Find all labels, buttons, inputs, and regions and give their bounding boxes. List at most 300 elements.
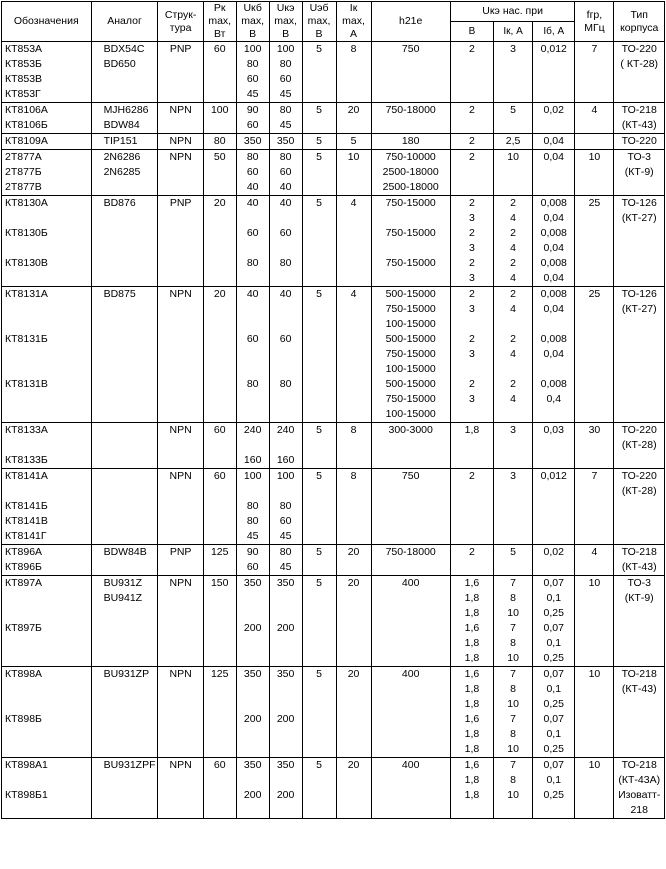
- cell-structure: NPN: [158, 103, 203, 119]
- cell-ik: [336, 606, 371, 621]
- table-row: [2, 226, 665, 241]
- cell-structure: [158, 697, 203, 712]
- cell-designation: [2, 438, 92, 453]
- cell-structure: [158, 317, 203, 332]
- cell-sat-v: 3: [450, 392, 493, 407]
- cell-ukb: 40: [236, 180, 269, 196]
- cell-sat-v: [450, 438, 493, 453]
- cell-designation: КТ8131Б: [2, 332, 92, 347]
- header-fgr: fгр, МГц: [575, 2, 614, 42]
- cell-package: [614, 621, 665, 636]
- cell-analog: [91, 514, 158, 529]
- cell-ukb: 60: [236, 118, 269, 134]
- cell-pk: [203, 560, 236, 576]
- cell-package: [614, 712, 665, 727]
- cell-uke: 80: [269, 499, 302, 514]
- cell-h21e: [371, 606, 450, 621]
- cell-ukb: [236, 773, 269, 788]
- cell-ueb: [302, 621, 336, 636]
- cell-uke: [269, 392, 302, 407]
- cell-designation: КТ898А1: [2, 758, 92, 774]
- cell-ukb: 40: [236, 287, 269, 303]
- cell-sat-v: 1,8: [450, 636, 493, 651]
- cell-structure: [158, 636, 203, 651]
- cell-package: [614, 606, 665, 621]
- cell-designation: КТ8106А: [2, 103, 92, 119]
- cell-fgr: 4: [575, 545, 614, 561]
- cell-sat-v: [450, 180, 493, 196]
- cell-sat-v: 2: [450, 134, 493, 150]
- cell-pk: [203, 742, 236, 758]
- cell-pk: [203, 407, 236, 423]
- cell-sat-v: 1,8: [450, 742, 493, 758]
- cell-h21e: [371, 271, 450, 287]
- cell-package: (КТ-27): [614, 302, 665, 317]
- cell-ik: [336, 621, 371, 636]
- cell-package: [614, 742, 665, 758]
- cell-uke: [269, 803, 302, 819]
- cell-analog: [91, 392, 158, 407]
- cell-uke: [269, 438, 302, 453]
- cell-sat-ik: [494, 803, 533, 819]
- table-row: [2, 150, 665, 166]
- cell-package: [614, 636, 665, 651]
- cell-sat-v: 3: [450, 211, 493, 226]
- cell-structure: [158, 727, 203, 742]
- table-row: [2, 529, 665, 544]
- cell-ukb: [236, 362, 269, 377]
- cell-sat-v: 2: [450, 196, 493, 212]
- header-package: Тип корпуса: [614, 2, 665, 42]
- cell-uke: 45: [269, 87, 302, 103]
- cell-pk: [203, 226, 236, 241]
- cell-pk: 50: [203, 150, 236, 166]
- cell-ik: [336, 347, 371, 362]
- cell-sat-ib: [533, 484, 575, 499]
- cell-package: ТО-126: [614, 196, 665, 212]
- cell-sat-ik: [494, 484, 533, 499]
- cell-uke: 350: [269, 576, 302, 592]
- cell-sat-v: 3: [450, 302, 493, 317]
- cell-ukb: 40: [236, 196, 269, 212]
- cell-h21e: 750-15000: [371, 302, 450, 317]
- cell-h21e: [371, 591, 450, 606]
- table-row: [2, 392, 665, 407]
- cell-sat-v: 2: [450, 103, 493, 119]
- cell-ik: [336, 271, 371, 287]
- cell-package: ТО-220: [614, 134, 665, 150]
- cell-designation: [2, 727, 92, 742]
- cell-ik: [336, 118, 371, 134]
- table-row: [2, 134, 665, 150]
- cell-uke: 45: [269, 560, 302, 576]
- cell-pk: [203, 72, 236, 87]
- cell-sat-ik: 8: [494, 682, 533, 697]
- cell-sat-v: [450, 87, 493, 103]
- cell-ueb: [302, 332, 336, 347]
- cell-fgr: [575, 377, 614, 392]
- cell-h21e: [371, 803, 450, 819]
- cell-h21e: 750: [371, 469, 450, 485]
- cell-sat-ik: 3: [494, 423, 533, 439]
- cell-h21e: 500-15000: [371, 332, 450, 347]
- header-pk: Рк max, Вт: [203, 2, 236, 42]
- cell-ukb: 60: [236, 332, 269, 347]
- cell-designation: КТ8141Г: [2, 529, 92, 544]
- cell-analog: BDW84: [91, 118, 158, 134]
- table-row: [2, 180, 665, 196]
- cell-analog: BU941Z: [91, 591, 158, 606]
- cell-fgr: 10: [575, 150, 614, 166]
- cell-sat-ik: 8: [494, 727, 533, 742]
- cell-sat-ib: 0,07: [533, 621, 575, 636]
- cell-sat-ib: 0,04: [533, 271, 575, 287]
- cell-pk: [203, 241, 236, 256]
- cell-fgr: [575, 256, 614, 271]
- cell-ukb: 350: [236, 134, 269, 150]
- cell-ukb: [236, 317, 269, 332]
- cell-sat-ik: 8: [494, 773, 533, 788]
- cell-pk: [203, 332, 236, 347]
- cell-h21e: [371, 788, 450, 803]
- cell-uke: 350: [269, 667, 302, 683]
- cell-sat-v: [450, 57, 493, 72]
- table-row: [2, 606, 665, 621]
- cell-fgr: [575, 727, 614, 742]
- cell-ik: [336, 57, 371, 72]
- cell-pk: 100: [203, 103, 236, 119]
- cell-pk: 60: [203, 423, 236, 439]
- cell-sat-v: 2: [450, 150, 493, 166]
- cell-ukb: [236, 271, 269, 287]
- cell-ueb: 5: [302, 758, 336, 774]
- cell-structure: [158, 271, 203, 287]
- cell-fgr: 7: [575, 469, 614, 485]
- cell-sat-ik: 2: [494, 377, 533, 392]
- cell-fgr: 10: [575, 667, 614, 683]
- cell-sat-v: [450, 317, 493, 332]
- cell-fgr: [575, 118, 614, 134]
- cell-ik: 20: [336, 576, 371, 592]
- cell-ueb: [302, 697, 336, 712]
- table-row: [2, 302, 665, 317]
- cell-ukb: 160: [236, 453, 269, 469]
- cell-pk: [203, 180, 236, 196]
- header-uke: Uкэ max, В: [269, 2, 302, 42]
- table-row: [2, 591, 665, 606]
- cell-analog: [91, 438, 158, 453]
- cell-ukb: 80: [236, 57, 269, 72]
- cell-package: [614, 697, 665, 712]
- cell-analog: [91, 499, 158, 514]
- cell-sat-ib: [533, 57, 575, 72]
- cell-analog: [91, 241, 158, 256]
- cell-sat-v: [450, 514, 493, 529]
- table-row: [2, 560, 665, 576]
- cell-sat-ib: 0,04: [533, 241, 575, 256]
- cell-ukb: 80: [236, 150, 269, 166]
- cell-sat-v: 3: [450, 347, 493, 362]
- cell-uke: 80: [269, 377, 302, 392]
- cell-h21e: [371, 484, 450, 499]
- cell-h21e: 750-10000: [371, 150, 450, 166]
- cell-ukb: [236, 302, 269, 317]
- cell-uke: 60: [269, 514, 302, 529]
- cell-pk: [203, 803, 236, 819]
- table-row: [2, 57, 665, 72]
- cell-uke: 200: [269, 712, 302, 727]
- cell-sat-v: 1,6: [450, 667, 493, 683]
- table-row: [2, 347, 665, 362]
- cell-package: [614, 651, 665, 667]
- cell-designation: [2, 606, 92, 621]
- cell-pk: 125: [203, 545, 236, 561]
- table-row: [2, 42, 665, 58]
- cell-designation: КТ8131В: [2, 377, 92, 392]
- cell-ik: [336, 697, 371, 712]
- cell-sat-ib: 0,07: [533, 758, 575, 774]
- cell-analog: BU931ZPF: [91, 758, 158, 774]
- cell-pk: [203, 211, 236, 226]
- cell-ik: [336, 651, 371, 667]
- cell-ueb: [302, 180, 336, 196]
- cell-sat-v: 2: [450, 332, 493, 347]
- cell-sat-ib: 0,04: [533, 211, 575, 226]
- cell-pk: [203, 347, 236, 362]
- cell-sat-v: 1,8: [450, 651, 493, 667]
- cell-analog: [91, 256, 158, 271]
- cell-sat-v: 1,6: [450, 712, 493, 727]
- cell-ik: [336, 332, 371, 347]
- cell-ik: 8: [336, 423, 371, 439]
- cell-sat-ik: [494, 87, 533, 103]
- cell-ik: [336, 211, 371, 226]
- cell-pk: 60: [203, 758, 236, 774]
- cell-fgr: [575, 165, 614, 180]
- cell-designation: [2, 211, 92, 226]
- cell-structure: [158, 302, 203, 317]
- cell-h21e: [371, 57, 450, 72]
- cell-sat-ik: 10: [494, 150, 533, 166]
- cell-sat-v: [450, 529, 493, 544]
- cell-fgr: [575, 697, 614, 712]
- cell-sat-ib: [533, 72, 575, 87]
- cell-structure: [158, 165, 203, 180]
- cell-designation: КТ8133А: [2, 423, 92, 439]
- cell-uke: 160: [269, 453, 302, 469]
- cell-sat-ib: 0,1: [533, 591, 575, 606]
- cell-structure: [158, 347, 203, 362]
- cell-uke: [269, 727, 302, 742]
- cell-ueb: [302, 453, 336, 469]
- cell-uke: [269, 362, 302, 377]
- cell-h21e: [371, 72, 450, 87]
- cell-pk: [203, 87, 236, 103]
- cell-ukb: 60: [236, 72, 269, 87]
- cell-sat-v: [450, 72, 493, 87]
- cell-h21e: 400: [371, 576, 450, 592]
- cell-h21e: [371, 636, 450, 651]
- cell-fgr: [575, 484, 614, 499]
- cell-h21e: [371, 727, 450, 742]
- cell-structure: PNP: [158, 196, 203, 212]
- cell-structure: [158, 226, 203, 241]
- cell-package: (КТ-43А): [614, 773, 665, 788]
- table-row: [2, 362, 665, 377]
- header-structure: Струк-тура: [158, 2, 203, 42]
- cell-h21e: 300-3000: [371, 423, 450, 439]
- cell-sat-ib: 0,008: [533, 377, 575, 392]
- cell-uke: 60: [269, 226, 302, 241]
- cell-sat-v: 1,8: [450, 682, 493, 697]
- cell-designation: [2, 302, 92, 317]
- cell-h21e: [371, 438, 450, 453]
- cell-ukb: 90: [236, 545, 269, 561]
- cell-sat-ib: 0,25: [533, 651, 575, 667]
- cell-pk: 80: [203, 134, 236, 150]
- cell-designation: [2, 271, 92, 287]
- cell-ik: [336, 256, 371, 271]
- cell-package: ТО-220: [614, 423, 665, 439]
- cell-designation: [2, 484, 92, 499]
- cell-structure: [158, 377, 203, 392]
- cell-sat-ib: 0,02: [533, 545, 575, 561]
- cell-sat-ik: [494, 180, 533, 196]
- cell-uke: 40: [269, 287, 302, 303]
- cell-pk: [203, 727, 236, 742]
- cell-package: 218: [614, 803, 665, 819]
- cell-ik: [336, 302, 371, 317]
- cell-sat-ik: 7: [494, 667, 533, 683]
- cell-fgr: [575, 438, 614, 453]
- cell-fgr: [575, 362, 614, 377]
- cell-structure: [158, 256, 203, 271]
- table-row: [2, 453, 665, 469]
- cell-fgr: [575, 606, 614, 621]
- cell-designation: КТ853В: [2, 72, 92, 87]
- cell-analog: 2N6286: [91, 150, 158, 166]
- cell-sat-ik: [494, 514, 533, 529]
- cell-sat-v: 1,8: [450, 606, 493, 621]
- cell-uke: 45: [269, 529, 302, 544]
- cell-sat-ik: 4: [494, 302, 533, 317]
- table-row: [2, 423, 665, 439]
- cell-ueb: 5: [302, 134, 336, 150]
- cell-package: (КТ-43): [614, 118, 665, 134]
- cell-package: [614, 362, 665, 377]
- cell-analog: [91, 621, 158, 636]
- cell-ueb: 5: [302, 287, 336, 303]
- cell-fgr: [575, 651, 614, 667]
- cell-ik: 5: [336, 134, 371, 150]
- cell-uke: 60: [269, 332, 302, 347]
- cell-structure: [158, 742, 203, 758]
- cell-ik: 8: [336, 42, 371, 58]
- cell-structure: [158, 591, 203, 606]
- cell-package: (КТ-9): [614, 591, 665, 606]
- cell-analog: MJH6286: [91, 103, 158, 119]
- cell-uke: [269, 742, 302, 758]
- cell-sat-ik: 4: [494, 271, 533, 287]
- cell-uke: 80: [269, 103, 302, 119]
- cell-ueb: 5: [302, 469, 336, 485]
- table-row: [2, 621, 665, 636]
- cell-sat-ib: [533, 438, 575, 453]
- cell-h21e: [371, 697, 450, 712]
- cell-ueb: 5: [302, 42, 336, 58]
- cell-pk: [203, 529, 236, 544]
- table-row: [2, 407, 665, 423]
- cell-sat-v: [450, 484, 493, 499]
- cell-h21e: 750: [371, 42, 450, 58]
- cell-structure: NPN: [158, 758, 203, 774]
- cell-h21e: [371, 529, 450, 544]
- cell-ueb: 5: [302, 196, 336, 212]
- cell-uke: 200: [269, 788, 302, 803]
- cell-uke: [269, 484, 302, 499]
- cell-sat-ib: [533, 317, 575, 332]
- cell-package: [614, 499, 665, 514]
- cell-structure: [158, 773, 203, 788]
- cell-ik: [336, 788, 371, 803]
- cell-ukb: 200: [236, 788, 269, 803]
- cell-ueb: 5: [302, 150, 336, 166]
- cell-sat-ik: [494, 72, 533, 87]
- cell-sat-ik: 5: [494, 103, 533, 119]
- cell-ik: [336, 636, 371, 651]
- cell-pk: [203, 256, 236, 271]
- cell-ukb: 240: [236, 423, 269, 439]
- cell-ueb: [302, 347, 336, 362]
- cell-sat-ik: 4: [494, 347, 533, 362]
- cell-pk: [203, 514, 236, 529]
- cell-ueb: [302, 529, 336, 544]
- cell-ukb: [236, 727, 269, 742]
- cell-sat-ib: 0,008: [533, 332, 575, 347]
- cell-ik: [336, 407, 371, 423]
- cell-sat-v: 2: [450, 226, 493, 241]
- cell-sat-ik: 2: [494, 196, 533, 212]
- cell-structure: [158, 453, 203, 469]
- cell-uke: [269, 241, 302, 256]
- cell-sat-ik: [494, 499, 533, 514]
- cell-designation: [2, 347, 92, 362]
- cell-structure: [158, 514, 203, 529]
- cell-ik: [336, 712, 371, 727]
- cell-analog: BD876: [91, 196, 158, 212]
- cell-fgr: [575, 712, 614, 727]
- cell-uke: 40: [269, 180, 302, 196]
- cell-sat-ik: 3: [494, 42, 533, 58]
- cell-ik: [336, 165, 371, 180]
- table-row: [2, 545, 665, 561]
- cell-sat-ik: [494, 407, 533, 423]
- cell-pk: [203, 377, 236, 392]
- cell-uke: [269, 302, 302, 317]
- cell-ik: [336, 529, 371, 544]
- cell-sat-ik: 4: [494, 392, 533, 407]
- cell-designation: КТ8109А: [2, 134, 92, 150]
- cell-pk: [203, 453, 236, 469]
- cell-designation: КТ8130А: [2, 196, 92, 212]
- cell-fgr: [575, 773, 614, 788]
- cell-structure: PNP: [158, 42, 203, 58]
- cell-sat-v: [450, 453, 493, 469]
- cell-ueb: [302, 742, 336, 758]
- cell-sat-ik: [494, 560, 533, 576]
- cell-package: [614, 72, 665, 87]
- cell-ik: [336, 438, 371, 453]
